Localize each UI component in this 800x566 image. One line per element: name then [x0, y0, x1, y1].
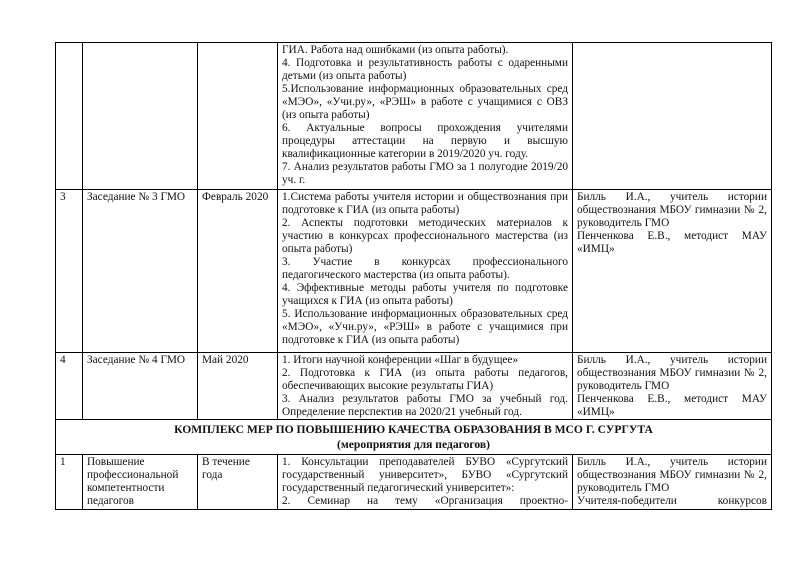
responsible-cell [573, 353, 772, 420]
section-subtitle: (мероприятия для педагогов) [336, 438, 491, 451]
responsible-cell [573, 190, 772, 353]
event-name [83, 43, 198, 190]
responsible-cell [573, 43, 772, 190]
responsible-person: Пенченкова Е.В., методист МАУ «ИМЦ» [577, 393, 767, 418]
topic-item: 7. Анализ результатов работы ГМО за 1 полугодие 2019/20 уч. г. [282, 161, 568, 186]
topic-item: 1. Консультации преподавателей БУВО «Сургутский государственный университет», БУВО «Сургутский государственный педагогический университет»: [282, 456, 568, 494]
topics-cell [278, 190, 573, 353]
event-name: Заседание № 3 ГМО [83, 190, 198, 353]
row-number: 3 [56, 190, 83, 353]
responsible-cell [573, 455, 772, 510]
topic-item: 6. Актуальные вопросы прохождения учителями процедуры аттестации на первую и высшую квалификационные категории в 2019/2020 уч. году. [282, 122, 568, 160]
topic-item: ГИА. Работа над ошибками (из опыта работы). [282, 44, 509, 56]
event-date: Май 2020 [198, 353, 278, 420]
table-row [56, 190, 772, 353]
topics-cell [278, 353, 573, 420]
row-number: 1 [56, 455, 83, 510]
topic-item: 1.Система работы учителя истории и обществознания при подготовке к ГИА (из опыта работы) [282, 191, 568, 216]
plan-table [55, 42, 772, 510]
topic-item: 4. Подготовка и результативность работы с одаренными детьми (из опыта работы) [282, 57, 568, 82]
table-row [56, 43, 772, 190]
event-date: Февраль 2020 [198, 190, 278, 353]
topic-item: 3. Участие в конкурсах профессионального педагогического мастерства (из опыта работы). [282, 256, 568, 281]
topic-item: 2. Аспекты подготовки методических материалов к участию в конкурсах профессионального мастерства (из опыта работы) [282, 217, 568, 255]
responsible-person: Билль И.А., учитель истории обществознания МБОУ гимназии № 2, руководитель ГМО [577, 456, 767, 494]
topics-cell [278, 43, 573, 190]
event-date: В течение года [198, 455, 278, 510]
responsible-person: Пенченкова Е.В., методист МАУ «ИМЦ» [577, 230, 767, 255]
event-name: Заседание № 4 ГМО [83, 353, 198, 420]
responsible-person: Учителя-победители конкурсов [577, 495, 767, 507]
topic-item: 2. Подготовка к ГИА (из опыта работы педагогов, обеспечивающих высокие результаты ГИА) [282, 367, 568, 392]
table-row [56, 353, 772, 420]
table-row [56, 455, 772, 510]
event-date [198, 43, 278, 190]
topic-item: 2. Семинар на тему «Организация проектно- [282, 495, 568, 507]
topic-item: 5.Использование информационных образовательных сред «МЭО», «Учи.ру», «РЭШ» в работе с учащимися с ОВЗ (из опыта работы) [282, 83, 568, 121]
responsible-person: Билль И.А., учитель истории обществознания МБОУ гимназии № 2, руководитель ГМО [577, 191, 767, 229]
row-number [56, 43, 83, 190]
topics-cell [278, 455, 573, 510]
section-header [56, 420, 772, 455]
section-header-row [56, 420, 772, 455]
topic-item: 1. Итоги научной конференции «Шаг в будущее» [282, 354, 519, 366]
topic-item: 5. Использование информационных образовательных сред «МЭО», «Учи.ру», «РЭШ» в работе с учащимися при подготовке к ГИА (из опыта работы) [282, 308, 568, 346]
event-name: Повышение профессиональной компетентности педагогов [83, 455, 198, 510]
topic-item: 3. Анализ результатов работы ГМО за учебный год. Определение перспектив на 2020/21 учебный год. [282, 393, 568, 418]
section-title: КОМПЛЕКС МЕР ПО ПОВЫШЕНИЮ КАЧЕСТВА ОБРАЗОВАНИЯ В МСО Г. СУРГУТА [174, 423, 653, 436]
topic-item: 4. Эффективные методы работы учителя по подготовке учащихся к ГИА (из опыта работы) [282, 282, 568, 307]
responsible-person: Билль И.А., учитель истории обществознания МБОУ гимназии № 2, руководитель ГМО [577, 354, 767, 392]
row-number: 4 [56, 353, 83, 420]
